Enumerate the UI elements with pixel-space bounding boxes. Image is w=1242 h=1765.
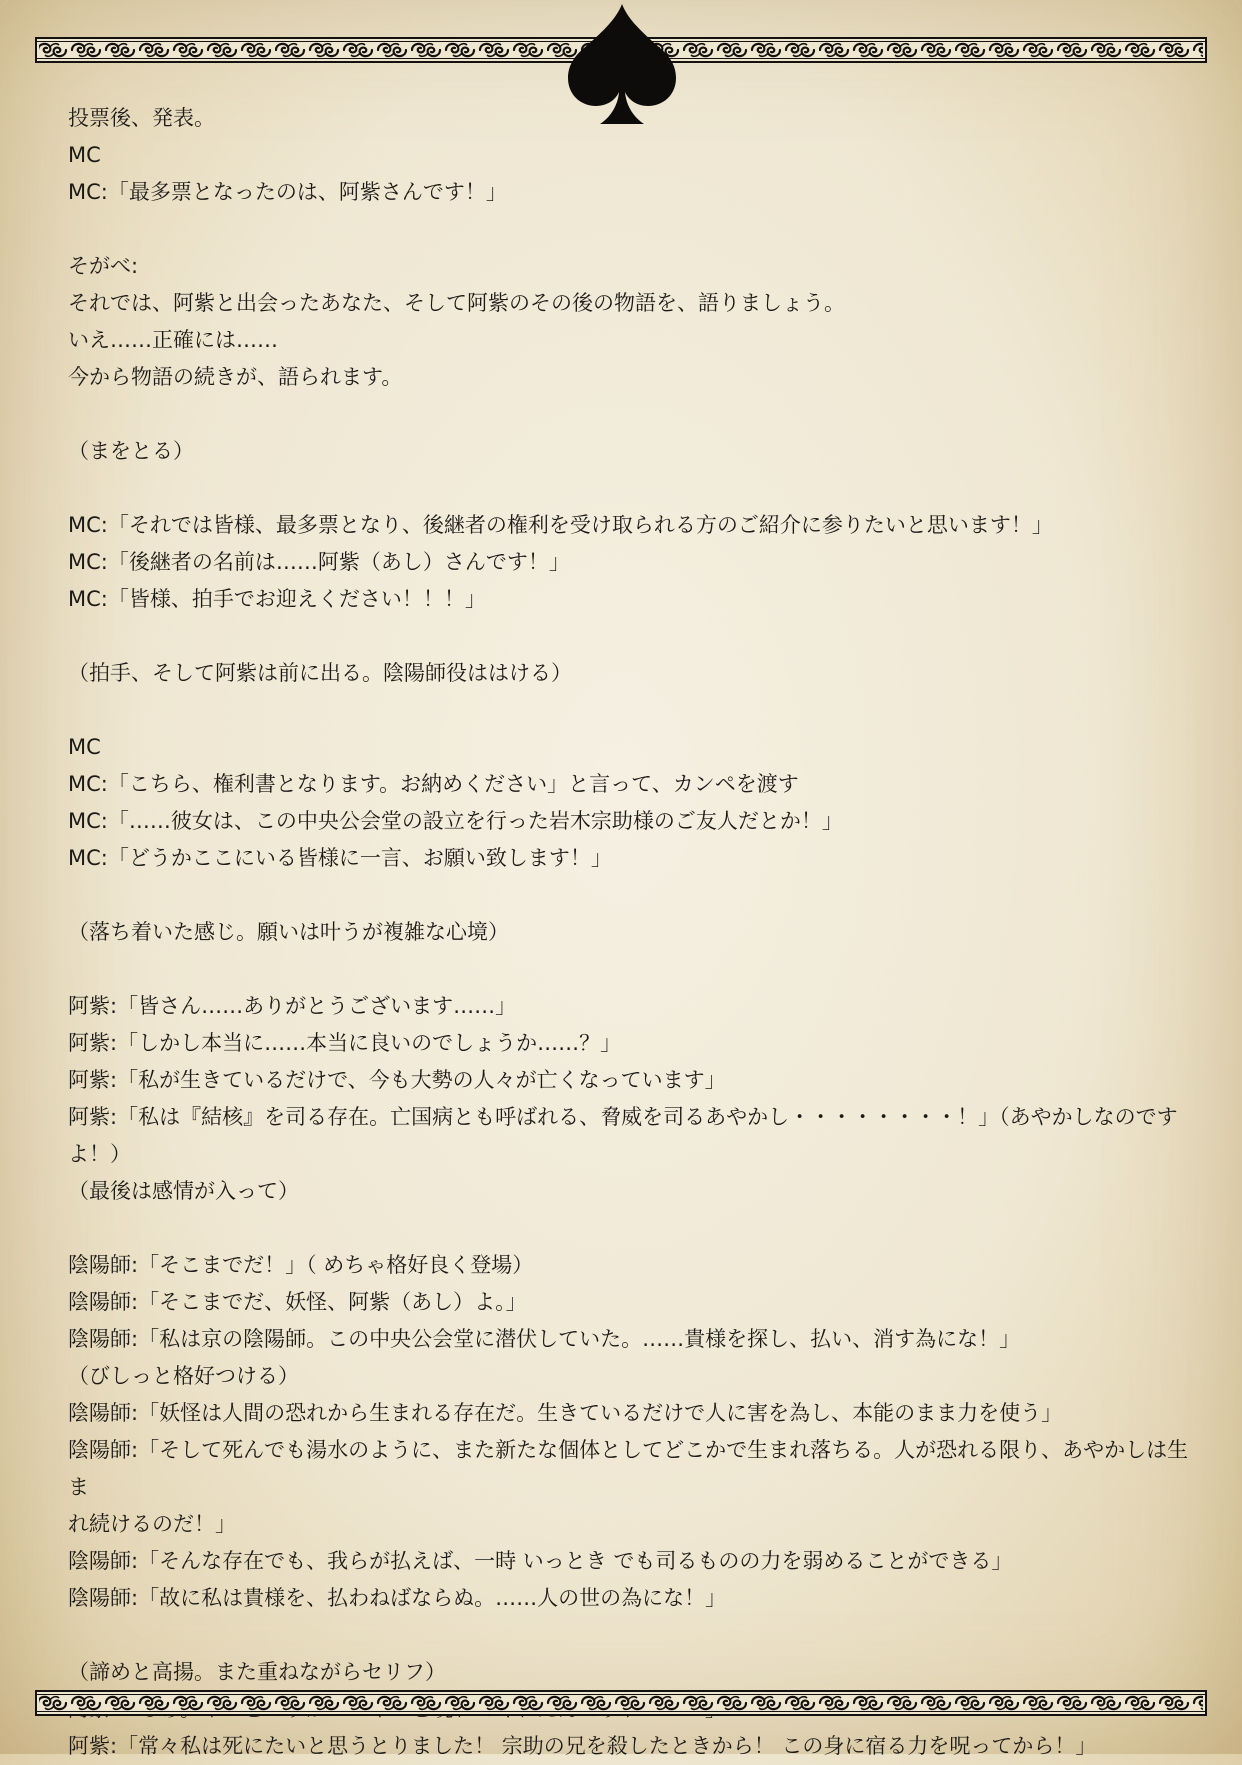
script-line: それでは、阿紫と出会ったあなた、そして阿紫のその後の物語を、語りましょう。 [68, 291, 845, 315]
blank-line [68, 396, 1202, 433]
script-line: れ続けるのだ！」 [68, 1512, 236, 1536]
blank-line [68, 1210, 1202, 1247]
script-line: （落ち着いた感じ。願いは叶うが複雑な心境） [68, 920, 509, 944]
script-line: MC:「こちら、権利書となります。お納めください」と言って、カンペを渡す [68, 772, 799, 796]
script-line: MC [68, 143, 101, 167]
blank-line [68, 470, 1202, 507]
script-line: （まをとる） [68, 439, 194, 463]
script-line: （諦めと高揚。また重ねながらセリフ） [68, 1660, 446, 1684]
script-line: MC:「皆様、拍手でお迎えください！！！」 [68, 587, 486, 611]
bottom-scroll-border-icon [35, 1690, 1207, 1716]
script-line: いえ……正確には…… [68, 328, 278, 352]
script-line: 阿紫:「常々私は死にたいと思うとりました！ 宗助の兄を殺したときから！ この身に宿る力を呪ってから！」 [68, 1734, 1097, 1758]
blank-line [68, 951, 1202, 988]
script-line: MC:「それでは皆様、最多票となり、後継者の権利を受け取られる方のご紹介に参りたいと思います！」 [68, 513, 1053, 537]
script-line: MC:「後継者の名前は……阿紫（あし）さんです！」 [68, 550, 570, 574]
script-line: 陰陽師:「そして死んでも湯水のように、また新たな個体としてどこかで生まれ落ちる。人が恐れる限り、あやかしは生ま [68, 1438, 1189, 1499]
script-line: 陰陽師:「そんな存在でも、我らが払えば、一時 いっとき でも司るものの力を弱めることができる」 [68, 1549, 1013, 1573]
script-line: 阿紫:「私は『結核』を司る存在。亡国病とも呼ばれる、脅威を司るあやかし・・・・・・・・！」（あやかしなのですよ！） [68, 1105, 1178, 1166]
script-line: 投票後、発表。 [68, 106, 215, 130]
script-line: 阿紫:「私が生きているだけで、今も大勢の人々が亡くなっています」 [68, 1068, 726, 1092]
blank-line [68, 1617, 1202, 1654]
script-line: 阿紫:「しかし本当に……本当に良いのでしょうか……？」 [68, 1031, 622, 1055]
script-line: 陰陽師:「私は京の陰陽師。この中央公会堂に潜伏していた。……貴様を探し、払い、消す為にな！」 [68, 1327, 1021, 1351]
script-line: 陰陽師:「そこまでだ！」（ めちゃ格好良く登場） [68, 1253, 534, 1277]
script-line: MC [68, 735, 101, 759]
blank-line [68, 211, 1202, 248]
script-line: 今から物語の続きが、語られます。 [68, 365, 403, 389]
script-line: （拍手、そして阿紫は前に出る。陰陽師役ははける） [68, 661, 572, 685]
script-text-body [68, 100, 1202, 1765]
script-line: MC:「……彼女は、この中央公会堂の設立を行った岩木宗助様のご友人だとか！」 [68, 809, 843, 833]
blank-line [68, 618, 1202, 655]
script-line: 陰陽師:「妖怪は人間の恐れから生まれる存在だ。生きているだけで人に害を為し、本能のまま力を使う」 [68, 1401, 1063, 1425]
script-line: 阿紫:「皆さん……ありがとうございます……」 [68, 994, 517, 1018]
script-line: （最後は感情が入って） [68, 1179, 299, 1203]
blank-line [68, 692, 1202, 729]
blank-line [68, 877, 1202, 914]
script-line: 陰陽師:「故に私は貴様を、払わねばならぬ。……人の世の為にな！」 [68, 1586, 727, 1610]
script-line: （びしっと格好つける） [68, 1364, 299, 1388]
script-line: 陰陽師:「そこまでだ、妖怪、阿紫（あし）よ。」 [68, 1290, 527, 1314]
script-line: MC:「最多票となったのは、阿紫さんです！」 [68, 180, 507, 204]
script-line: そがべ: [68, 254, 139, 278]
script-line: MC:「どうかここにいる皆様に一言、お願い致します！」 [68, 846, 612, 870]
